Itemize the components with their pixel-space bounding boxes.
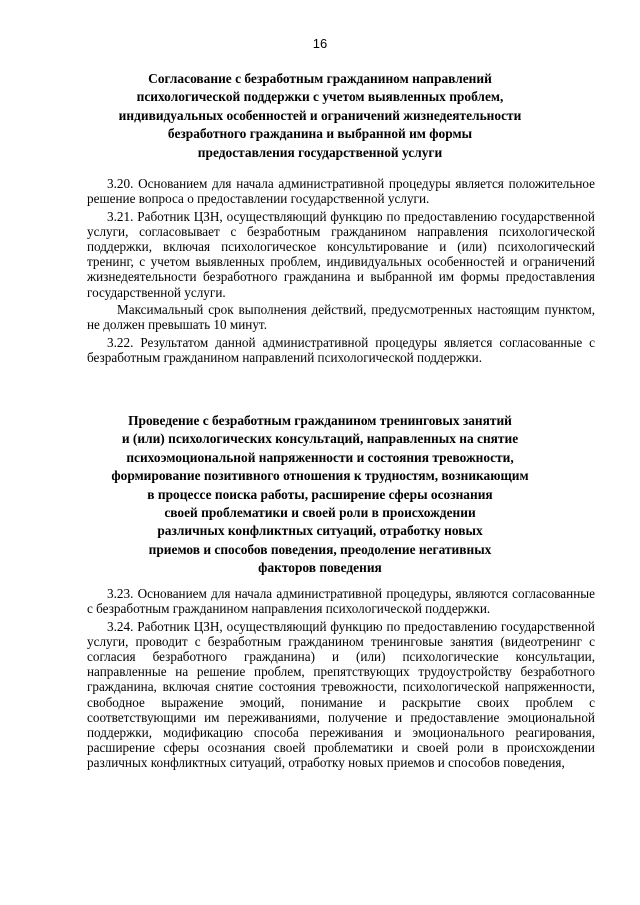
section-heading-training <box>80 412 560 578</box>
heading-line: Проведение с безработным гражданином тренинговых занятий <box>128 413 512 428</box>
heading-line: безработного гражданина и выбранной им формы <box>167 126 473 142</box>
heading-line: индивидуальных особенностей и ограничений жизнедеятельности <box>118 107 522 123</box>
heading-line: психологической поддержки с учетом выявленных проблем, <box>136 89 504 105</box>
heading-line: Согласование с безработным гражданином направлений <box>148 71 492 86</box>
paragraph-3-20: 3.20. Основанием для начала административной процедуры является положительное решение вопроса о предоставлении государственной услуги. <box>87 176 595 207</box>
heading-line: психоэмоциональной напряженности и состояния тревожности, <box>126 449 514 465</box>
section-body-agreement <box>87 176 595 367</box>
section-heading-agreement <box>80 70 560 162</box>
page-number: 16 <box>312 36 328 51</box>
heading-line: формирование позитивного отношения к трудностям, возникающим <box>111 468 529 484</box>
heading-line: различных конфликтных ситуаций, отработку новых <box>157 523 483 539</box>
paragraph-3-24: 3.24. Работник ЦЗН, осуществляющий функцию по предоставлению государственной услуги, проводит с безработным гражданином тренинговые занятия (видеотренинг с согласия безработного гражданина) и (или) психологические консультации, направленные на решение проблем, препятствующих трудоустройству безработного гражданина, включая снятие состояния тревожности, психологической напряженности, свободное выражение эмоций, понимание и раскрытие своих проблем с соответствующими им переживаниями, получение и предоставление эмоциональной поддержки, модификацию способа переживания и эмоционального реагирования, расширение сферы осознания своей проблематики и своей роли в происхождении различных конфликтных ситуаций, отработку новых приемов и способов поведения, <box>87 618 595 771</box>
paragraph-3-22: 3.22. Результатом данной административной процедуры является согласованные с безработным гражданином направлений психологической поддержки. <box>87 334 595 365</box>
heading-line: своей проблематики и своей роли в происхождении <box>164 505 476 521</box>
heading-line: факторов поведения <box>258 560 382 576</box>
heading-line: в процессе поиска работы, расширение сферы осознания <box>147 486 493 502</box>
heading-line: предоставления государственной услуги <box>197 144 443 160</box>
paragraph-3-21: 3.21. Работник ЦЗН, осуществляющий функцию по предоставлению государственной услуги, согласовывает с безработным гражданином направления психологической поддержки, включая психологическое консультирование и (или) психологический тренинг, с учетом выявленных проблем, индивидуальных особенностей и ограничений жизнедеятельности безработного гражданина и выбранной им формы предоставления государственной услуги. <box>87 208 595 300</box>
heading-line: и (или) психологических консультаций, направленных на снятие <box>121 431 519 447</box>
paragraph-max-duration: Максимальный срок выполнения действий, предусмотренных настоящим пунктом, не должен превышать 10 минут. <box>87 302 595 333</box>
paragraph-3-23: 3.23. Основанием для начала административной процедуры, являются согласованные с безработным гражданином направления психологической поддержки. <box>87 586 595 617</box>
heading-line: приемов и способов поведения, преодоление негативных <box>148 541 492 557</box>
section-body-training <box>87 586 595 773</box>
